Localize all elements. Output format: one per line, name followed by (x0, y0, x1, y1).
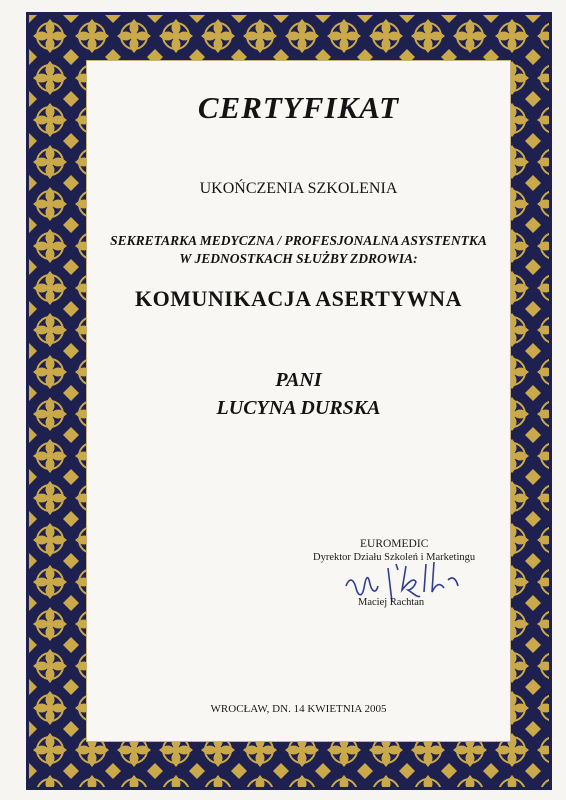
course-name (86, 232, 511, 268)
module-name: KOMUNIKACJA ASERTYWNA (135, 286, 462, 311)
course-line-1: SEKRETARKA MEDYCZNA / PROFESJONALNA ASYSTENTKA (110, 233, 487, 248)
certificate-title: CERTYFIKAT (197, 90, 400, 125)
director-title: Dyrektor Działu Szkoleń i Marketingu (313, 552, 476, 563)
certificate-subtitle: UKOŃCZENIA SZKOLENIA (199, 180, 398, 197)
salutation: PANI (275, 369, 322, 391)
recipient-block (86, 366, 511, 422)
course-line-2: W JEDNOSTKACH SŁUŻBY ZDROWIA: (179, 251, 418, 266)
company-name: EUROMEDIC (360, 538, 429, 550)
signer-name: Maciej Rachtan (358, 597, 425, 608)
recipient-name: LUCYNA DURSKA (216, 397, 381, 419)
place-and-date: WROCŁAW, DN. 14 KWIETNIA 2005 (210, 703, 387, 715)
